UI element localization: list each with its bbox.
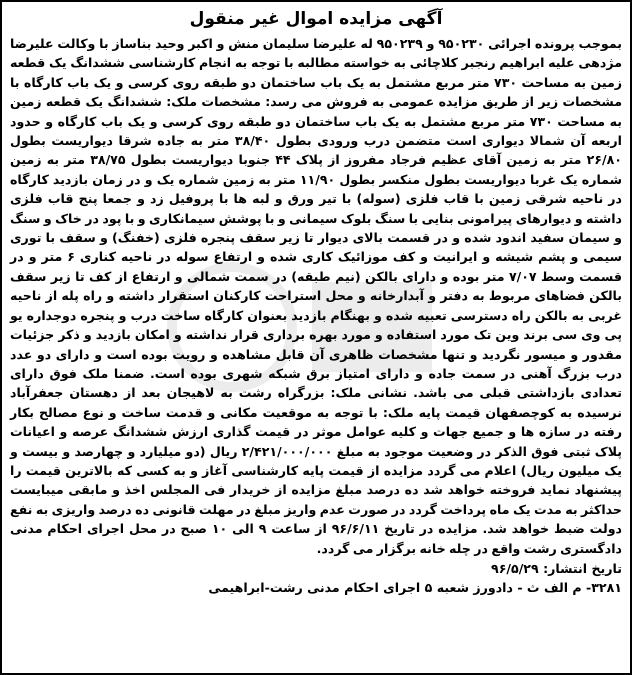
notice-footer bbox=[10, 559, 622, 598]
notice-body: بموجب پرونده اجرائی ۹۵۰۲۳۰ و ۹۵۰۲۳۹ له علیرضا سلیمان منش و اکبر وحید بناساز با وکالت علیرضا مژدهی علیه ابراهیم رنجبر کلاچائی به خواسته مطالبه با توجه به انجام کارشناسی ششدانگ یک قطعه زمین به مساحت ۷۳۰ متر مربع مشتمل به یک باب ساختمان دو طبقه روی کرسی و یک باب کارگاه با مشخصات زیر از طریق مزایده عمومی به فروش می رسد: مشخصات ملک: ششدانگ یک قطعه زمین به مساحت ۷۳۰ متر مربع مشتمل به یک باب ساختمان دو طبقه روی کرسی و یک باب کارگاه و حدود اربعه آن شمالا دیواری است متضمن درب ورودی بطول ۳۸/۴۰ متر به جاده شرقا دیواریست بطول ۲۶/۸۰ متر به زمین آقای عظیم فرجاد مفروز از پلاک ۴۴ جنوبا دیواریست بطول ۳۸/۷۵ متر به زمین شماره یک غربا دیواریست بطول منکسر بطول ۱۱/۹۰ متر به زمین شماره یک و در زمان بازدید کارگاه در ناحیه شرقی زمین با قاب فلزی (سوله) با تیر ورق و لبه ها با پروفیل زد و جمعا پنج قاب فلزی داشته و دیوارهای پیرامونی بنایی با سنگ بلوک سیمانی و با پوشش سیمانکاری و با پود در خاک و سنگ و سیمان سفید اندود شده و در قسمت بالای دیوار تا زیر سقف پنجره فلزی (خفنگ) و سقف با توری سیمی و پشم شیشه و ایرانیت و کف موزائیک کاری شده و ارتفاع سوله در ناحیه کناری ۶ متر و در قسمت وسط ۷/۰۷ متر بوده و دارای بالکن (نیم طبقه) در سمت شمالی و ارتفاع از کف تا زیر سقف بالکن فضاهای مربوط به دفتر و آبدارخانه و محل استراحت کارکنان استقرار داشته و راه پله از ناحیه غربی به بالکن راه دسترسی تعبیه شده و بهنگام بازدید بعنوان کارگاه ساخت درب و پنجره دوجداره یو پی وی سی برند وین تک مورد استفاده و مورد بهره برداری قرار نداشته و امکان بازدید و ذکر جزئیات مقدور و میسور نگردید و تنها مشخصات ظاهری آن قابل مشاهده و رویت بوده است و دارای دو عدد درب بزرگ آهنی در سمت جاده و دارای امتیاز برق شبکه شهری بوده است. ضمنا ملک فوق دارای تعدادی بازداشتی قبلی می باشد. نشانی ملک: بزرگراه رشت به لاهیجان بعد از دهستان جعفرآباد نرسیده به کوچصفهان قیمت پایه ملک: با توجه به موقعیت مکانی و قدمت ساخت و نوع مصالح بکار رفته در سازه ها و جمیع جهات و کلیه عوامل موثر در قیمت گذاری ارزش ششدانگ عرصه و اعیانات پلاک ثبتی فوق الذکر در وضعیت موجود به مبلغ ۲/۴۲۱/۰۰۰/۰۰۰ ریال (دو میلیارد و چهارصد و بیست و یک میلیون ریال) اعلام می گردد مزایده از قیمت پایه کارشناسی آغاز و به کسی که بالاترین قیمت را پیشنهاد نماید فروخته خواهد شد ده درصد مبلغ مزایده از خریدار فی المجلس اخذ و مابقی میبایست حداکثر به مدت یک ماه پرداخت گردد در صورت عدم واریز مبلغ در مهلت قانونی ده درصد واریزی به نفع دولت ضبط خواهد شد. مزایده در تاریخ ۹۶/۶/۱۱ از ساعت ۹ الی ۱۰ صبح در محل اجرای احکام مدنی دادگستری رشت واقع در چله خانه برگزار می گردد. bbox=[10, 36, 623, 556]
publish-date-label: تاریخ انتشار: bbox=[543, 560, 622, 576]
publish-date: ۹۶/۵/۲۹ bbox=[491, 560, 539, 576]
signature-line: ۳۲۸۱- م الف ث - دادورز شعبه ۵ اجرای احکام مدنی رشت-ابراهیمی bbox=[208, 580, 622, 596]
publish-date-line bbox=[10, 559, 622, 578]
notice-title: آگهی مزایده اموال غیر منقول bbox=[189, 9, 443, 29]
